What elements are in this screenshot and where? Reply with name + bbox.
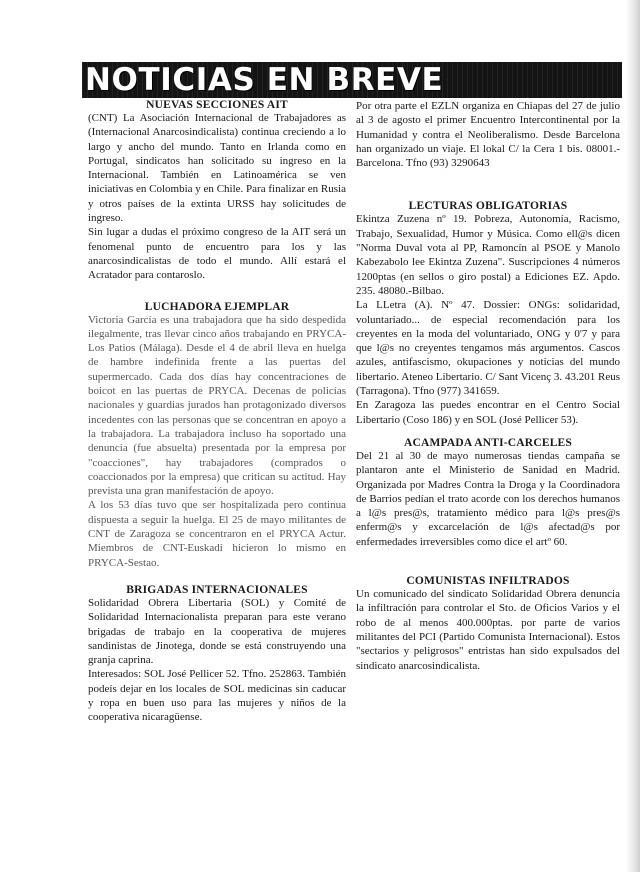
article-paragraph: Interesados: SOL José Pellicer 52. Tfno. 252863. También podeís dejar en los locales de SOL medicinas sin caducar y ropa en buen uso para las mujeres y niños de la cooperativa nicaragüense.	[88, 668, 346, 724]
article-title: ACAMPADA ANTI-CARCELES	[403, 436, 573, 449]
article-title: LUCHADORA EJEMPLAR	[144, 300, 290, 313]
article-paragraph: A los 53 días tuvo que ser hospitalizada pero continua dispuesta a seguir la huelga. El 25 de mayo militantes de CNT de Zaragoza se concentraron en el PRYCA Actur. Miembros de CNT-Euskadi hicieron lo mismo en PRYCA-Sestao.	[88, 499, 346, 569]
article-paragraph: Victoria García es una trabajadora que ha sido despedida ilegalmente, tras llevar cinco años trabajando en PRYCA-Los Patios (Málaga). Desde el 4 de abril lleva en huelga de hambre indefinida frente a las puertas del supermercado. Cada dos días hay concentraciones de boicot en las puertas de PRYCA. Decenas de policías nacionales y guardias jurados han protagonizado diversos incedentes con las personas que se concentran en apoyo a la trabajadora. La trabajadora incluso ha soportado una denuncia (fue absuelta) presentada por la empresa por "coacciones", hay trabajadores (comprados o coaccionados por la empresa) que critican su actitud. Hay prevista una gran manifestación de apoyo.	[88, 313, 346, 498]
article-body	[88, 313, 346, 570]
article-title: NUEVAS SECCIONES AIT	[146, 99, 288, 111]
article-acampada-anti-carceles	[356, 437, 620, 549]
article-paragraph: Ekintza Zuzena nº 19. Pobreza, Autonomía, Racismo, Trabajo, Sexualidad, Humor y Música. Como ell@s dicen "Norma Duval vota al PP, Ramoncín al PSOE y Manolo Kabezabolo lee Ekintza Zuzena". Suscripciones 4 números 1200ptas (en sellos o giro postal) a Ediciones EZ. Apdo. 235. 48080.-Bilbao.	[356, 213, 620, 297]
article-brigadas-internacionales	[88, 584, 346, 725]
article-paragraph: Sin lugar a dudas el próximo congreso de la AIT será un fenomenal punto de encuentro para los y las anarcosindicalistas de todo el mundo. Allí estará el Acratador para contaroslo.	[88, 226, 346, 282]
article-paragraph: Por otra parte el EZLN organiza en Chiapas del 27 de julio al 3 de agosto el primer Encuentro Intercontinental por la Humanidad y contra el Neoliberalismo. Desde Barcelona han organizado un viaje. El lokal C/ la Cera 1 bis. 08001.-Barcelona. Tfno (93) 3290643	[356, 100, 620, 170]
article-ezln-continuation	[356, 99, 620, 170]
article-nuevas-secciones	[88, 99, 346, 283]
article-title: BRIGADAS INTERNACIONALES	[126, 583, 308, 596]
article-title: COMUNISTAS INFILTRADOS	[406, 575, 570, 588]
article-paragraph: Un comunicado del sindicato Solidaridad Obrera denuncia la infiltración para controlar el Sto. de Oficios Varios y el robo de al menos 400.000ptas. por parte de varios militantes del PCI (Partido Comunista Internacional). Estos "sectarios y peligrosos" entristas han sido expulsados del sindicato anarcosindicalista.	[356, 588, 620, 672]
article-title: LECTURAS OBLIGATORIAS	[408, 200, 568, 213]
article-luchadora-ejemplar	[88, 301, 346, 570]
right-column	[356, 99, 620, 673]
article-body	[356, 587, 620, 673]
article-body	[88, 111, 346, 283]
article-paragraph: (CNT) La Asociación Internacional de Trabajadores as (Internacional Anarcosindicalista) continua creciendo a lo largo y ancho del mundo. Tanto en Irlanda como en Portugal, sindicatos han solicitado su ingreso en la Internacional. También en Latinoamérica se ven iniciativas en Colombia y en Chile. Para finalizar en Rusia y otros países de la extinta URSS hay solicitudes de ingreso.	[88, 112, 346, 225]
article-paragraph: Solidaridad Obrera Libertaria (SOL) y Comité de Solidaridad Internacionalista preparan para este verano brigadas de trabajo en la cooperativa de mujeres sandinistas de Jinotega, donde se está construyendo una granja caprina.	[88, 596, 346, 667]
left-column	[88, 99, 346, 725]
article-paragraph: Del 21 al 30 de mayo numerosas tiendas campaña se plantaron ante el Ministerio de Sanidad en Madrid. Organizada por Madres Contra la Droga y la Coordinadora de Barrios pedían el trato acorde con los derechos humanos a l@s pres@s, tratamiento médico para l@s pres@s enferm@s y excarcelación de l@s afectad@s por enfermedades irreversibles como dice el artº 60.	[356, 449, 620, 548]
article-body	[356, 212, 620, 426]
banner-title: NOTICIAS EN BREVE	[85, 62, 444, 98]
article-body	[356, 449, 620, 549]
article-paragraph: En Zaragoza las puedes encontrar en el Centro Social Libertario (Coso 186) y en SOL (José Pellicer 53).	[356, 399, 620, 426]
article-body	[88, 596, 346, 725]
article-comunistas-infiltrados	[356, 575, 620, 673]
article-lecturas-obligatorias	[356, 200, 620, 426]
article-paragraph: La LLetra (A). Nº 47. Dossier: ONGs: solidaridad, voluntariado... de especial recomendación para los creyentes en la moda del voluntariado, ONG y 0'7 y para que l@s no creyentes tengamos más argumentos. Cascos azules, antifascismo, okupaciones y noticias del mundo libertario. Ateneo Libertario. C/ Sant Vicenç 3. 43.201 Reus (Tarragona). Tfno (977) 341659.	[356, 299, 620, 398]
section-banner	[82, 62, 622, 98]
page-edge-shadow	[626, 0, 640, 872]
article-body	[356, 99, 620, 170]
